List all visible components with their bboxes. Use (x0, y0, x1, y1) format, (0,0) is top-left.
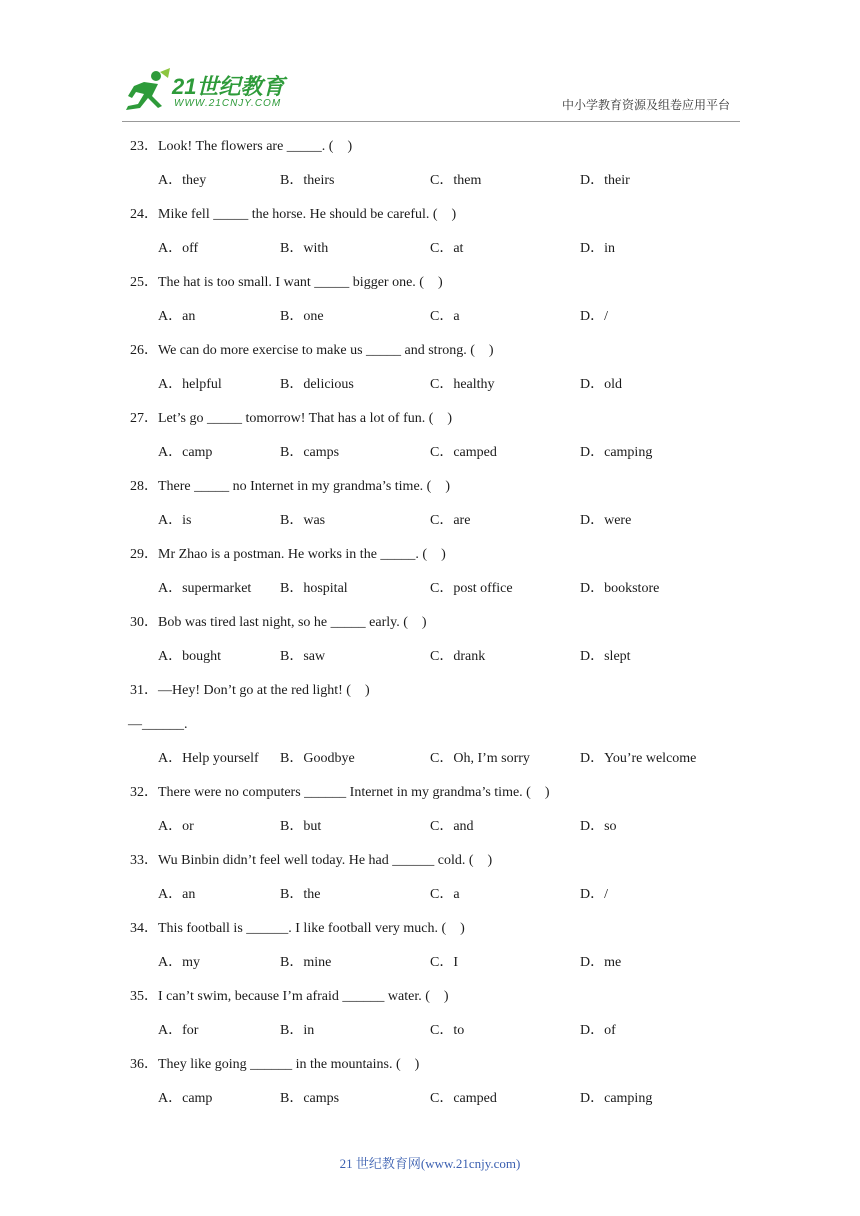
option-c: C．Oh, I’m sorry (430, 751, 530, 766)
question-number: 30． (130, 615, 158, 630)
option-a: A．is (158, 513, 192, 528)
page-footer: 21 世纪教育网(www.21cnjy.com) (339, 1156, 521, 1171)
question-item (130, 781, 750, 815)
question-number: 24． (130, 207, 158, 222)
option-b: B．but (280, 819, 322, 834)
answer-options (130, 169, 750, 203)
option-a: A．my (158, 955, 200, 970)
option-c: C．to (430, 1023, 465, 1038)
option-d: D．camping (580, 445, 653, 460)
option-a: A．off (158, 241, 199, 256)
option-a: A．bought (158, 649, 221, 664)
option-d: D．me (580, 955, 622, 970)
question-item (130, 917, 750, 951)
logo-text: 21世纪教育 (172, 74, 285, 99)
question-item (130, 849, 750, 883)
page-header (0, 0, 860, 130)
option-d: D．old (580, 377, 622, 392)
question-text: There were no computers ______ Internet in my grandma’s time. ( ) (158, 785, 550, 800)
option-b: B．mine (280, 955, 332, 970)
question-list (130, 135, 750, 1121)
option-a: A．an (158, 887, 196, 902)
answer-options (130, 237, 750, 271)
answer-options (130, 747, 750, 781)
option-c: C．at (430, 241, 464, 256)
option-c: C．post office (430, 581, 513, 596)
option-b: B．saw (280, 649, 326, 664)
question-item (130, 543, 750, 577)
option-c: C．camped (430, 445, 497, 460)
question-text: Bob was tired last night, so he _____ early. ( ) (158, 615, 427, 630)
option-b: B．hospital (280, 581, 348, 596)
option-c: C．a (430, 309, 460, 324)
question-text: Wu Binbin didn’t feel well today. He had ______ cold. ( ) (158, 853, 493, 868)
option-c: C．them (430, 173, 482, 188)
option-d: D．You’re welcome (580, 751, 697, 766)
header-divider (122, 121, 740, 122)
logo-url: WWW.21CNJY.COM (174, 98, 282, 109)
option-b: B．camps (280, 445, 340, 460)
question-text: This football is ______. I like football very much. ( ) (158, 921, 465, 936)
option-d: D．slept (580, 649, 631, 664)
option-c: C．drank (430, 649, 486, 664)
option-b: B．delicious (280, 377, 354, 392)
option-d: D．their (580, 173, 630, 188)
option-c: C．healthy (430, 377, 495, 392)
question-item (130, 1053, 750, 1087)
option-c: C．are (430, 513, 471, 528)
answer-options (130, 1087, 750, 1121)
option-b: B．the (280, 887, 321, 902)
question-text: There _____ no Internet in my grandma’s time. ( ) (158, 479, 450, 494)
option-a: A．for (158, 1023, 199, 1038)
answer-options (130, 645, 750, 679)
question-text: Mr Zhao is a postman. He works in the _____. ( ) (158, 547, 446, 562)
runner-logo-icon (122, 68, 172, 114)
option-b: B．one (280, 309, 324, 324)
question-item (130, 135, 750, 169)
option-a: A．they (158, 173, 207, 188)
question-number: 33． (130, 853, 158, 868)
question-number: 25． (130, 275, 158, 290)
question-number: 28． (130, 479, 158, 494)
answer-options (130, 373, 750, 407)
option-b: B．with (280, 241, 329, 256)
option-b: B．in (280, 1023, 315, 1038)
question-number: 23． (130, 139, 158, 154)
option-d: D．bookstore (580, 581, 660, 596)
question-text: I can’t swim, because I’m afraid ______ water. ( ) (158, 989, 449, 1004)
question-text: Let’s go _____ tomorrow! That has a lot of fun. ( ) (158, 411, 453, 426)
answer-options (130, 1019, 750, 1053)
header-platform-text: 中小学教育资源及组卷应用平台 (561, 98, 730, 112)
option-c: C．a (430, 887, 460, 902)
option-a: A．camp (158, 445, 213, 460)
option-a: A．or (158, 819, 194, 834)
question-number: 32． (130, 785, 158, 800)
option-d: D．were (580, 513, 632, 528)
question-number: 31． (130, 683, 158, 698)
option-c: C．camped (430, 1091, 497, 1106)
question-number: 26． (130, 343, 158, 358)
question-text: We can do more exercise to make us _____ and strong. ( ) (158, 343, 494, 358)
question-item (130, 611, 750, 645)
answer-options (130, 441, 750, 475)
answer-options (130, 951, 750, 985)
question-response-line: —______. (128, 717, 188, 732)
option-a: A．Help yourself (158, 751, 259, 766)
answer-options (130, 815, 750, 849)
option-c: C．and (430, 819, 474, 834)
question-item (130, 985, 750, 1019)
option-b: B．Goodbye (280, 751, 355, 766)
logo (122, 68, 292, 116)
option-b: B．was (280, 513, 326, 528)
option-b: B．theirs (280, 173, 335, 188)
option-d: D．camping (580, 1091, 653, 1106)
option-a: A．supermarket (158, 581, 252, 596)
option-d: D．so (580, 819, 617, 834)
question-number: 36． (130, 1057, 158, 1072)
option-a: A．camp (158, 1091, 213, 1106)
question-text: The hat is too small. I want _____ bigger one. ( ) (158, 275, 443, 290)
answer-options (130, 577, 750, 611)
answer-options (130, 509, 750, 543)
question-text: Look! The flowers are _____. ( ) (158, 139, 353, 154)
question-text: They like going ______ in the mountains. ( ) (158, 1057, 420, 1072)
option-d: D．/ (580, 887, 608, 902)
option-b: B．camps (280, 1091, 340, 1106)
question-item (130, 271, 750, 305)
question-text: Mike fell _____ the horse. He should be careful. ( ) (158, 207, 457, 222)
option-d: D．/ (580, 309, 608, 324)
question-number: 27． (130, 411, 158, 426)
option-d: D．in (580, 241, 615, 256)
option-a: A．helpful (158, 377, 222, 392)
option-c: C．I (430, 955, 458, 970)
question-number: 35． (130, 989, 158, 1004)
question-item (130, 679, 750, 713)
question-text: —Hey! Don’t go at the red light! ( ) (158, 683, 370, 698)
question-item (130, 475, 750, 509)
question-item (130, 339, 750, 373)
question-number: 34． (130, 921, 158, 936)
question-number: 29． (130, 547, 158, 562)
question-item (130, 407, 750, 441)
option-a: A．an (158, 309, 196, 324)
answer-options (130, 305, 750, 339)
option-d: D．of (580, 1023, 616, 1038)
answer-options (130, 883, 750, 917)
question-item (130, 203, 750, 237)
